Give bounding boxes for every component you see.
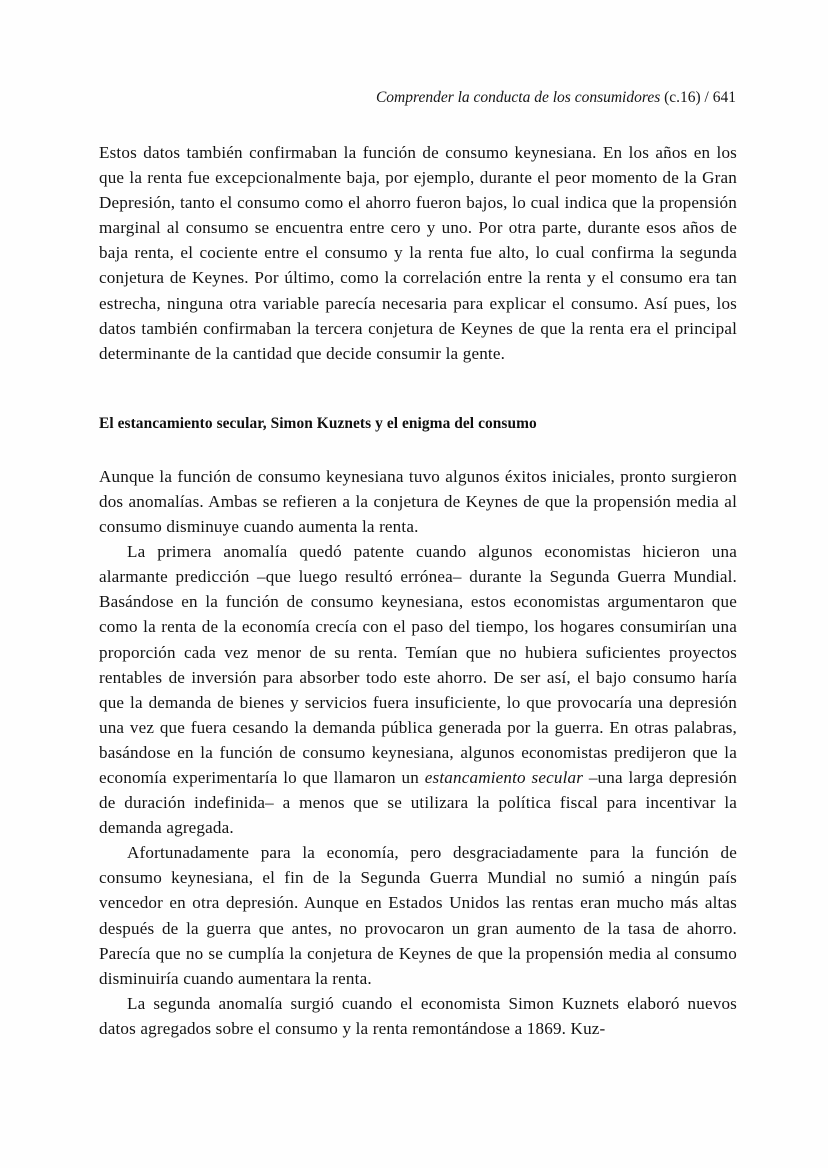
paragraph-3 <box>99 539 737 840</box>
running-head-reference: (c.16) / 641 <box>660 89 736 106</box>
paragraph-3-part-2: –una larga depresión de duración indefinida– a menos que se utilizara la política fiscal para incentivar la demanda agregada. <box>99 767 737 838</box>
paragraph-5: La segunda anomalía surgió cuando el economista Simon Kuznets elaboró nuevos datos agregados sobre el consumo y la renta remontándose a 1869. Kuz- <box>99 993 737 1038</box>
paragraph-2: Aunque la función de consumo keynesiana tuvo algunos éxitos iniciales, pronto surgieron dos anomalías. Ambas se refieren a la conjetura de Keynes de que la propensión media al consumo disminuye cuando aumenta la renta. <box>99 466 737 537</box>
text-column <box>99 140 737 1041</box>
section-heading: El estancamiento secular, Simon Kuznets y el enigma del consumo <box>99 414 537 432</box>
running-head-title: Comprender la conducta de los consumidores <box>375 89 661 106</box>
paragraph-1: Estos datos también confirmaban la función de consumo keynesiana. En los años en los que la renta fue excepcionalmente baja, por ejemplo, durante el peor momento de la Gran Depresión, tanto el consumo como el ahorro fueron bajos, lo cual indica que la propensión marginal al consumo se encuentra entre cero y uno. Por otra parte, durante esos años de baja renta, el cociente entre el consumo y la renta fue alto, lo cual confirma la segunda conjetura de Keynes. Por último, como la correlación entre la renta y el consumo era tan estrecha, ninguna otra variable parecía necesaria para explicar el consumo. Así pues, los datos también confirmaban la tercera conjetura de Keynes de que la renta era el principal determinante de la cantidad que decide consumir la gente. <box>99 143 737 363</box>
paragraph-4: Afortunadamente para la economía, pero desgraciadamente para la función de consumo keynesiana, el fin de la Segunda Guerra Mundial no sumió a ningún país vencedor en otra depresión. Aunque en Estados Unidos las rentas eran mucho más altas después de la guerra que antes, no provocaron un gran aumento de la tasa de ahorro. Parecía que no se cumplía la conjetura de Keynes de que la propensión media al consumo disminuiría cuando aumentara la renta. <box>99 843 737 988</box>
paragraph-3-part-1: La primera anomalía quedó patente cuando algunos economistas hicieron una alarmante predicción –que luego resultó errónea– durante la Segunda Guerra Mundial. Basándose en la función de consumo keynesiana, estos economistas argumentaron que como la renta de la economía crecía con el paso del tiempo, los hogares consumirían una proporción cada vez menor de su renta. Temían que no hubiera suficientes proyectos rentables de inversión para absorber todo este ahorro. De ser así, el bajo consumo haría que la demanda de bienes y servicios fuera insuficiente, lo que provocaría una depresión una vez que fuera cesando la demanda pública generada por la guerra. En otras palabras, basándose en la función de consumo keynesiana, algunos economistas predijeron que la economía experimentaría lo que llamaron un <box>99 542 737 787</box>
running-head <box>99 88 736 108</box>
heading-spacer-bottom <box>99 435 737 464</box>
italic-term-estancamiento-secular: estancamiento secular <box>424 767 584 787</box>
heading-spacer-top <box>99 366 737 413</box>
